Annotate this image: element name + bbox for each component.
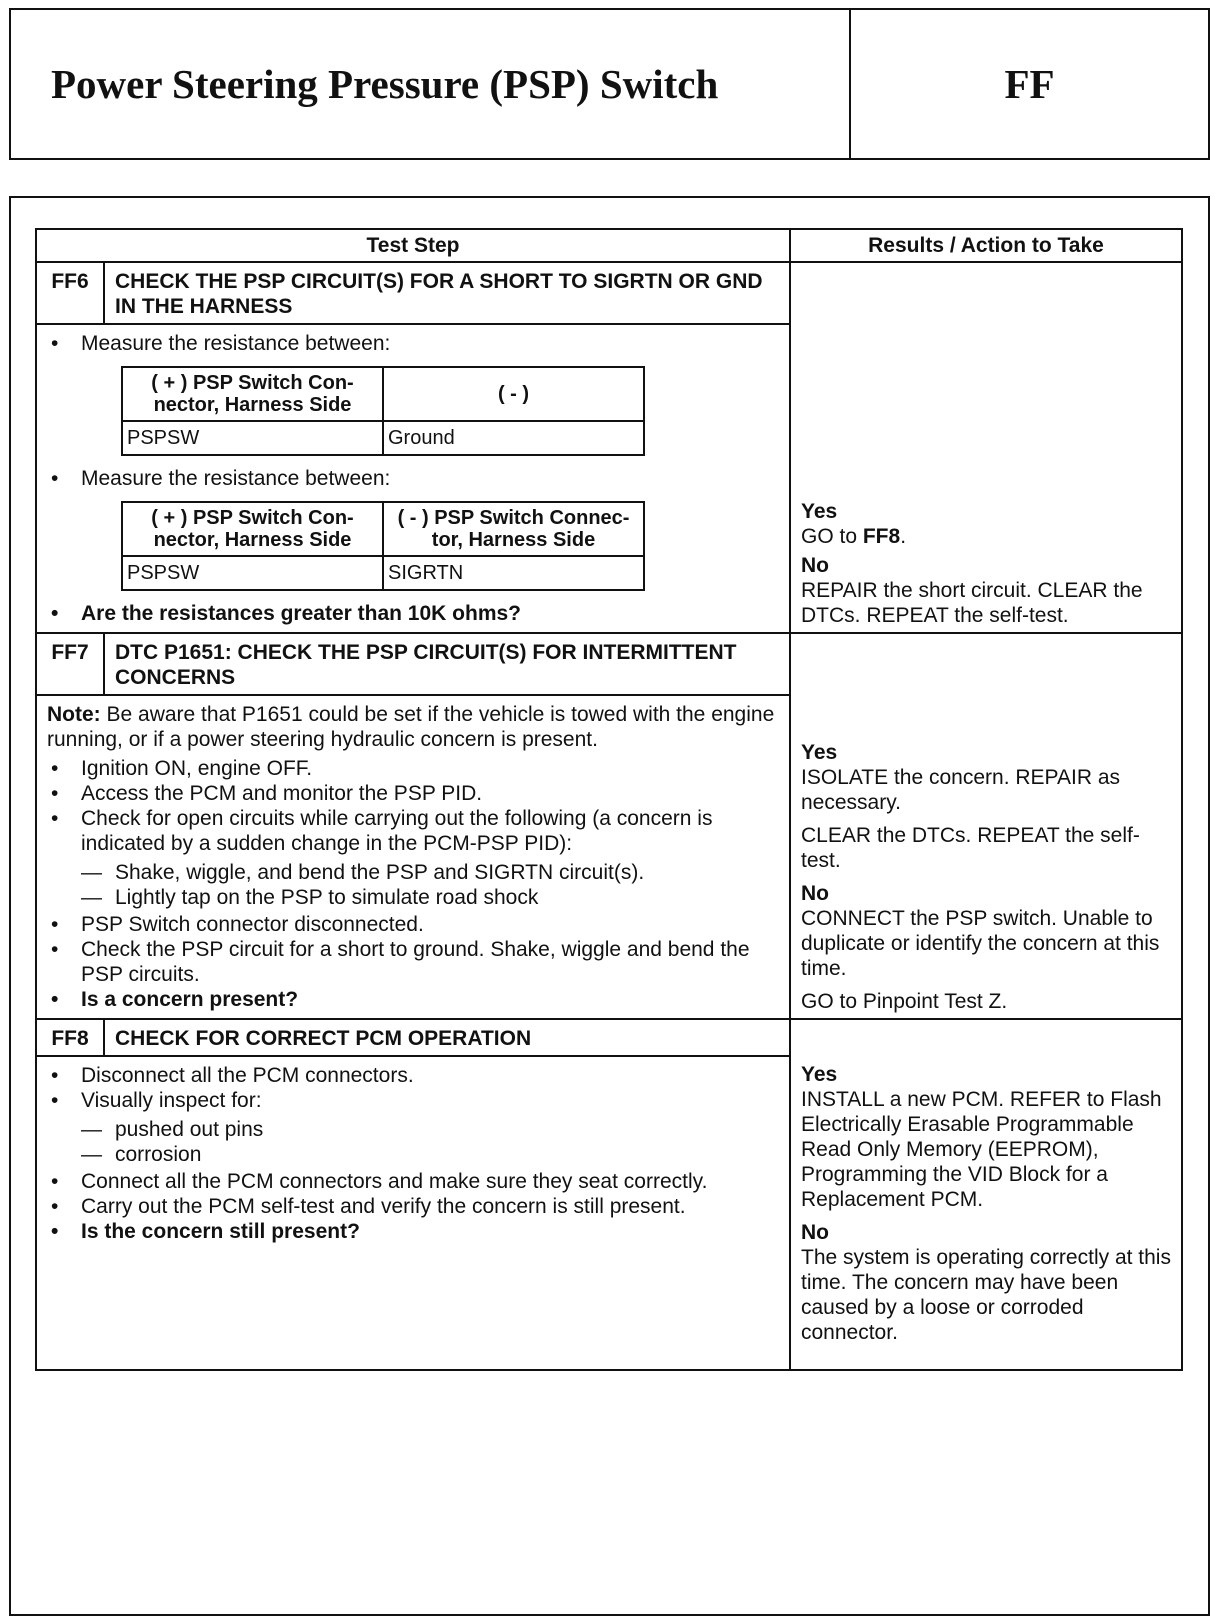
yes-label: Yes (801, 1063, 838, 1086)
pinpoint-test-link: GO to Pinpoint Test Z. (801, 990, 1008, 1013)
no-action: REPAIR the short circuit. CLEAR the DTCs. REPEAT the self-test. (801, 579, 1143, 627)
table-header-row (36, 229, 1182, 262)
sub-header-positive: ( + ) PSP Switch Con-nector, Harness Side (122, 367, 383, 421)
list-item: — pushed out pins (47, 1117, 779, 1142)
list-item: • Disconnect all the PCM connectors. (47, 1063, 779, 1088)
step-ff8-results (790, 1019, 1182, 1370)
sub-header-negative: ( - ) (383, 367, 644, 421)
ff8-link: FF8 (862, 525, 901, 548)
sub-header-positive: ( + ) PSP Switch Con-nector, Harness Side (122, 502, 383, 556)
yes-action: GO to FF8. (801, 525, 907, 548)
step-ff8-title-row (36, 1019, 1182, 1056)
step-title: DTC P1651: CHECK THE PSP CIRCUIT(S) FOR INTERMITTENT CONCERNS (104, 633, 790, 695)
list-item: • Carry out the PCM self-test and verify the concern is still present. (47, 1194, 779, 1219)
yes-label: Yes (801, 500, 838, 523)
sub-cell: PSPSW (122, 556, 383, 590)
sub-cell: Ground (383, 421, 644, 455)
yes-label: Yes (801, 741, 838, 764)
step-id: FF7 (36, 633, 104, 695)
step-body (36, 324, 790, 633)
no-action: The system is operating correctly at this time. The concern may have been caused by a loose or corroded connector. (801, 1246, 1171, 1344)
no-label: No (801, 554, 829, 577)
list-item: • Connect all the PCM connectors and make sure they seat correctly. (47, 1169, 779, 1194)
yes-action: CLEAR the DTCs. REPEAT the self-test. (801, 824, 1140, 872)
step-body (36, 1056, 790, 1370)
step-ff7-title-row (36, 633, 1182, 695)
step-question: • Is the concern still present? (47, 1219, 779, 1244)
page-header (9, 8, 1210, 160)
step-ff6-title-row (36, 262, 1182, 324)
list-item: • Measure the resistance between: (47, 331, 779, 356)
list-item: • Visually inspect for: (47, 1088, 779, 1113)
no-action: CONNECT the PSP switch. Unable to duplicate or identify the concern at this time. (801, 907, 1160, 980)
measurement-table-2 (121, 501, 645, 591)
list-item: • Check for open circuits while carrying out the following (a concern is indicated by a sudden change in the PCM-PSP PID): (47, 806, 779, 856)
sub-cell: PSPSW (122, 421, 383, 455)
list-item: — Lightly tap on the PSP to simulate road shock (47, 885, 779, 910)
step-title: CHECK FOR CORRECT PCM OPERATION (104, 1019, 790, 1056)
section-code: FF (1004, 61, 1055, 107)
list-item: — corrosion (47, 1142, 779, 1167)
list-item: • Measure the resistance between: (47, 466, 779, 491)
sub-header-negative: ( - ) PSP Switch Connec-tor, Harness Side (383, 502, 644, 556)
step-question: • Are the resistances greater than 10K ohms? (47, 601, 779, 626)
list-item: • Check the PSP circuit for a short to ground. Shake, wiggle and bend the PSP circuits. (47, 937, 779, 987)
sub-cell: SIGRTN (383, 556, 644, 590)
list-item: • PSP Switch connector disconnected. (47, 912, 779, 937)
col-test-step: Test Step (36, 229, 790, 262)
step-ff6-results (790, 262, 1182, 633)
yes-action: ISOLATE the concern. REPAIR as necessary. (801, 766, 1121, 814)
test-steps-table (35, 228, 1183, 1371)
list-item: • Access the PCM and monitor the PSP PID. (47, 781, 779, 806)
measurement-table-1 (121, 366, 645, 456)
step-question: • Is a concern present? (47, 987, 779, 1012)
list-item: — Shake, wiggle, and bend the PSP and SIGRTN circuit(s). (47, 860, 779, 885)
col-results: Results / Action to Take (790, 229, 1182, 262)
no-label: No (801, 882, 829, 905)
step-title: CHECK THE PSP CIRCUIT(S) FOR A SHORT TO SIGRTN OR GND IN THE HARNESS (104, 262, 790, 324)
step-id: FF8 (36, 1019, 104, 1056)
yes-action: INSTALL a new PCM. REFER to Flash Electrically Erasable Programmable Read Only Memory (EEPROM), Programming the VID Block for a Replacement PCM. (801, 1088, 1162, 1211)
list-item: • Ignition ON, engine OFF. (47, 756, 779, 781)
step-ff7-results (790, 633, 1182, 1019)
page-title: Power Steering Pressure (PSP) Switch (51, 61, 719, 107)
no-label: No (801, 1221, 829, 1244)
step-body (36, 695, 790, 1019)
step-note: Note: Be aware that P1651 could be set if the vehicle is towed with the engine running, or if a power steering hydraulic concern is present. (47, 703, 775, 751)
step-id: FF6 (36, 262, 104, 324)
